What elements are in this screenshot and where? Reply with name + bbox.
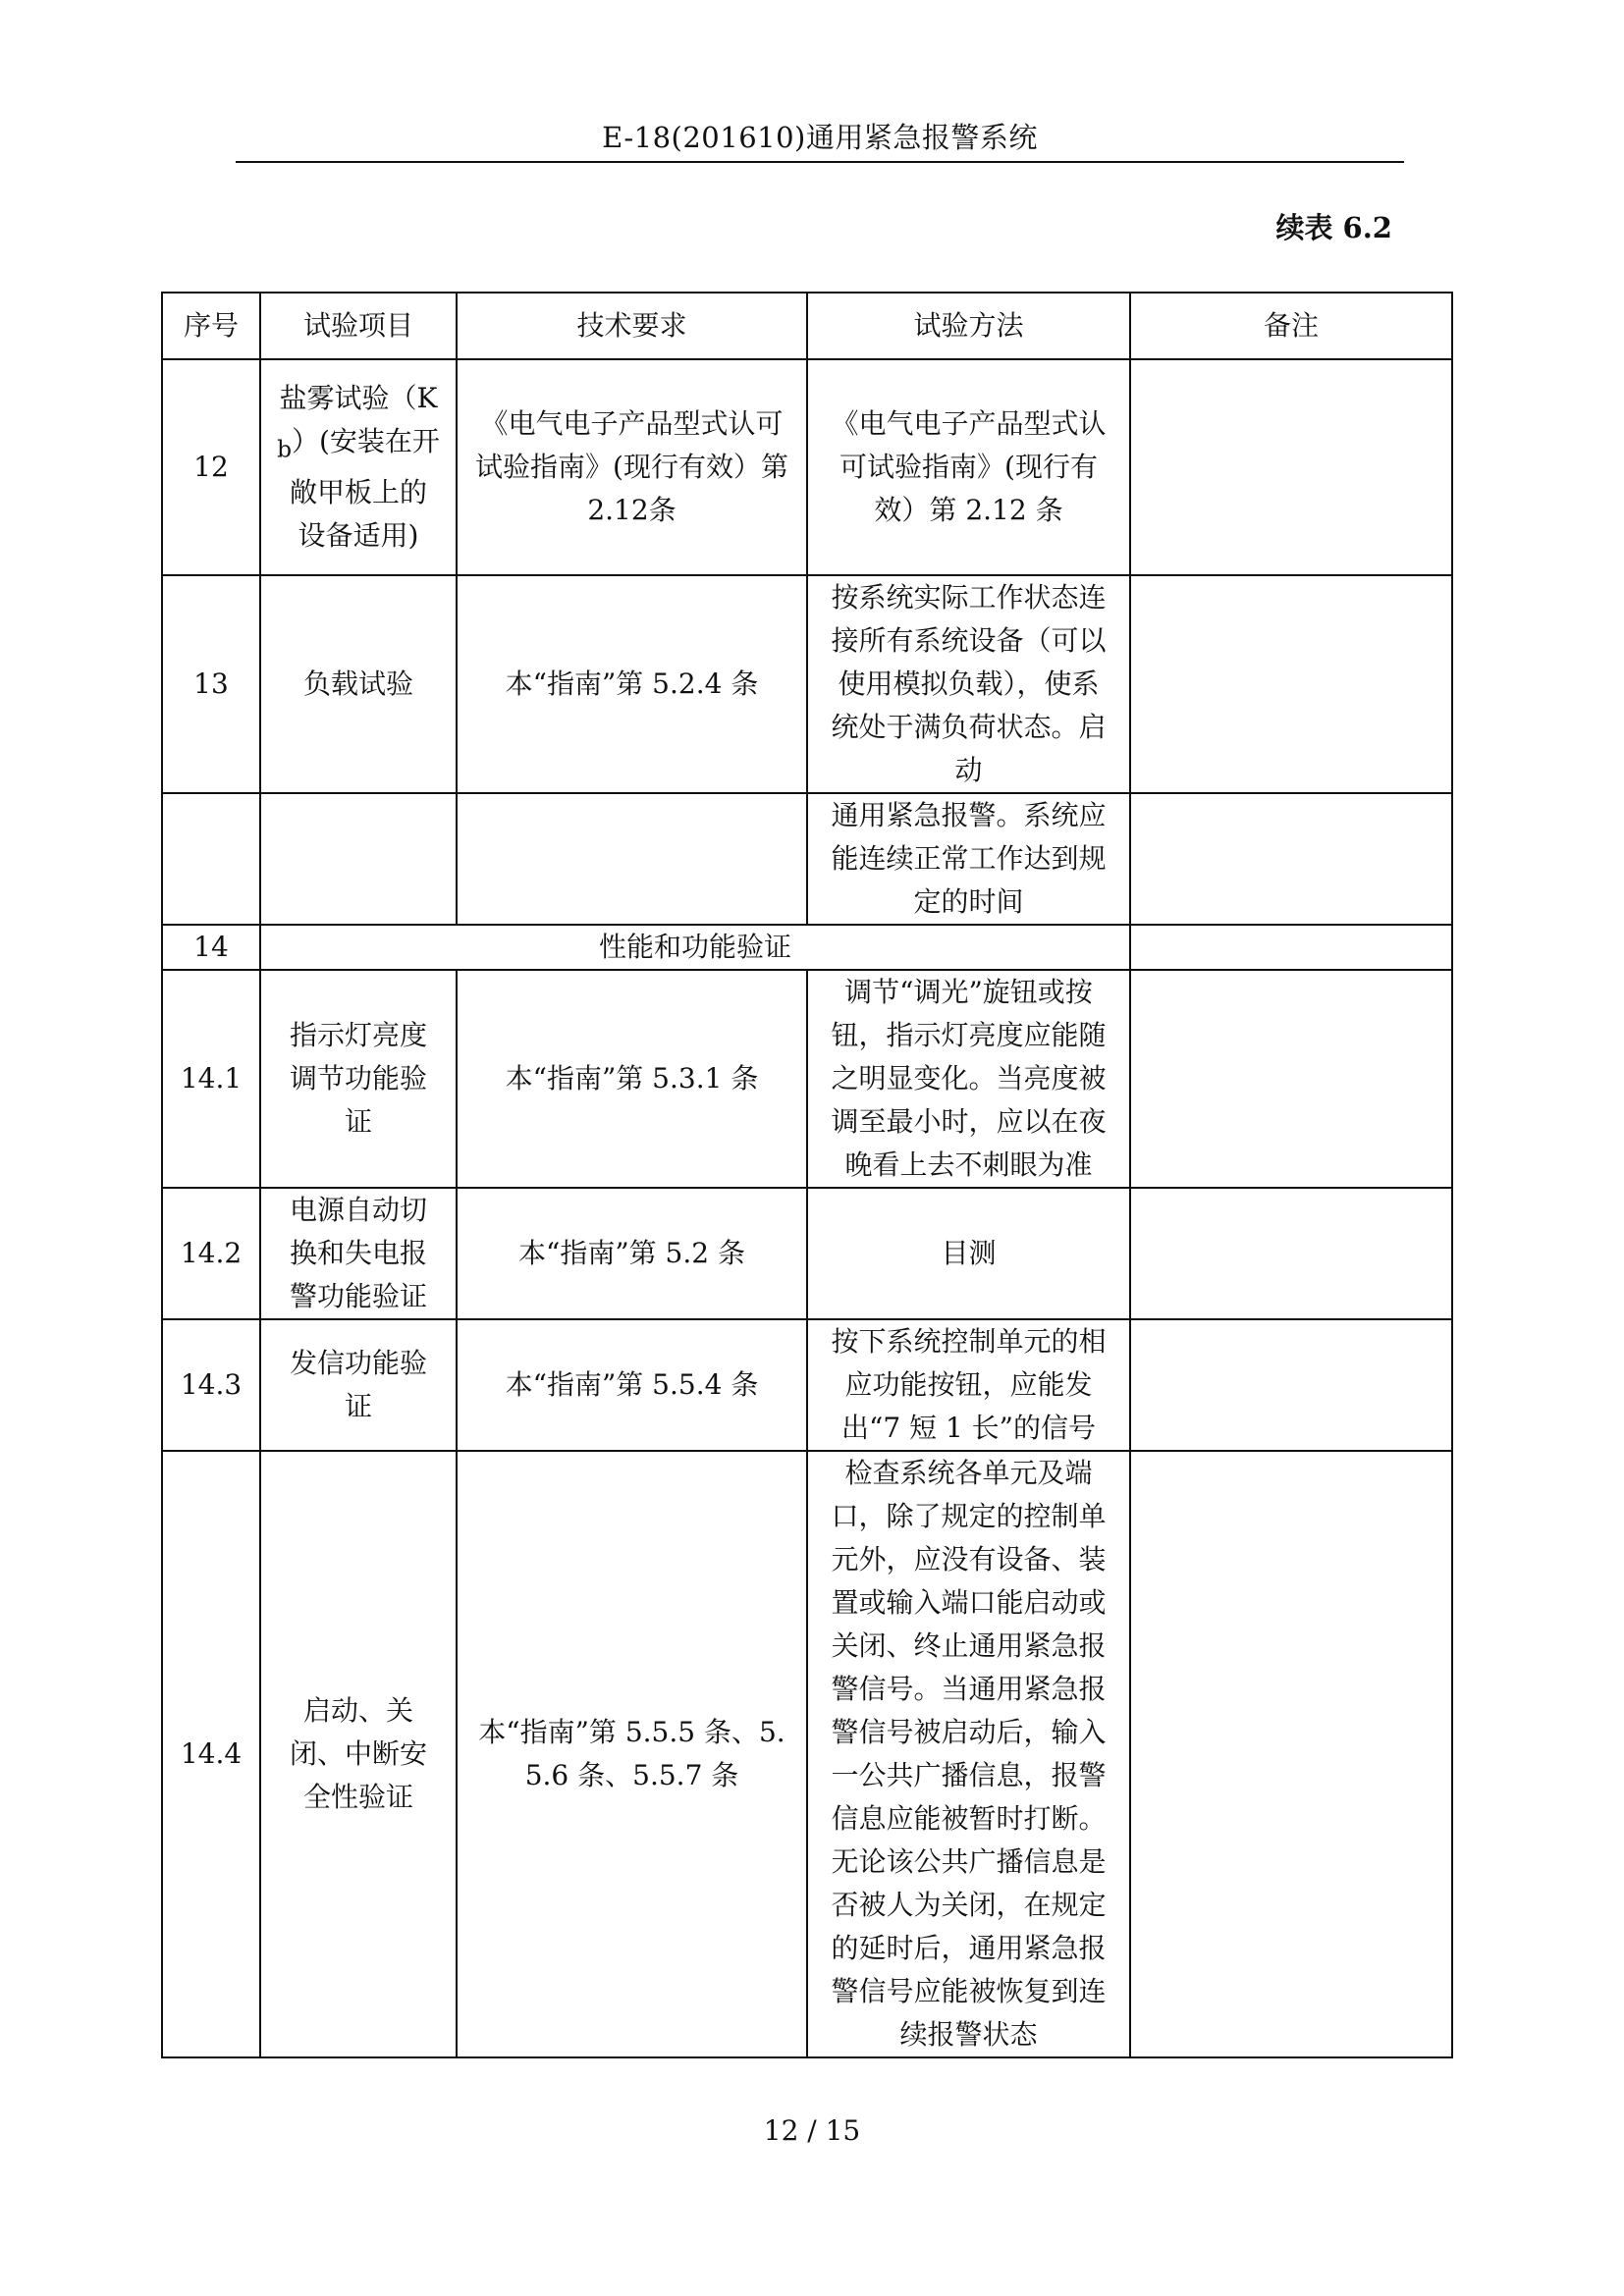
test-items-table [161,292,1453,2058]
cell-note [1130,1319,1452,1451]
cell-no: 14.3 [162,1319,260,1451]
cell-method: 调节“调光”旋钮或按钮，指示灯亮度应能随之明显变化。当亮度被调至最小时，应以在夜晚看上去不刺眼为准 [807,970,1130,1188]
cell-item-text: （K [389,382,438,415]
cell-item-subscript: b [277,435,292,463]
cell-item: 启动、关闭、中断安全性验证 [260,1451,457,2057]
cell-item-text: 盐雾试验 [279,382,390,415]
cell-no: 13 [162,575,260,793]
cell-method: 通用紧急报警。系统应能连续正常工作达到规定的时间 [807,793,1130,925]
cell-item: 发信功能验证 [260,1319,457,1451]
table-row [162,1451,1452,2057]
cell-no: 14.4 [162,1451,260,2057]
cell-note [1130,925,1452,970]
column-header-note: 备注 [1130,293,1452,359]
table-row [162,793,1452,925]
cell-no: 14 [162,925,260,970]
cell-requirement: 本“指南”第 5.2.4 条 [457,575,807,793]
cell-no: 14.2 [162,1188,260,1319]
page-number: 12 / 15 [763,2114,861,2147]
cell-method: 目测 [807,1188,1130,1319]
table-row-section [162,925,1452,970]
section-title: 性能和功能验证 [260,925,1130,970]
column-header-no: 序号 [162,293,260,359]
cell-method: 检查系统各单元及端口，除了规定的控制单元外，应没有设备、装置或输入端口能启动或关闭、终止通用紧急报警信号。当通用紧急报警信号被启动后，输入一公共广播信息，报警信息应能被暂时打断。无论该公共广播信息是否被人为关闭，在规定的延时后，通用紧急报警信号应能被恢复到连续报警状态 [807,1451,1130,2057]
table-row [162,359,1452,575]
cell-requirement: 《电气电子产品型式认可试验指南》(现行有效）第2.12条 [457,359,807,575]
cell-item-text: ）(安装在开敞甲板上的设备适用) [289,425,440,552]
cell-method: 按系统实际工作状态连接所有系统设备（可以使用模拟负载），使系统处于满负荷状态。启动 [807,575,1130,793]
table-row [162,1319,1452,1451]
cell-item: 指示灯亮度调节功能验证 [260,970,457,1188]
cell-item: 负载试验 [260,575,457,793]
table-header-row [162,293,1452,359]
cell-method: 按下系统控制单元的相应功能按钮，应能发出“7 短 1 长”的信号 [807,1319,1130,1451]
table-row [162,970,1452,1188]
cell-note [1130,1451,1452,2057]
cell-requirement: 本“指南”第 5.5.4 条 [457,1319,807,1451]
table-row [162,1188,1452,1319]
header-rule [236,161,1404,163]
cell-item [260,359,457,575]
column-header-method: 试验方法 [807,293,1130,359]
table-row [162,575,1452,793]
cell-no: 14.1 [162,970,260,1188]
cell-item: 电源自动切换和失电报警功能验证 [260,1188,457,1319]
cell-note [1130,793,1452,925]
cell-no: 12 [162,359,260,575]
cell-method: 《电气电子产品型式认可试验指南》(现行有效）第 2.12 条 [807,359,1130,575]
cell-note [1130,1188,1452,1319]
cell-note [1130,575,1452,793]
cell-item [260,793,457,925]
cell-requirement [457,793,807,925]
document-header-title: E-18(201610)通用紧急报警系统 [602,121,1038,154]
cell-no [162,793,260,925]
cell-requirement: 本“指南”第 5.5.5 条、5.5.6 条、5.5.7 条 [457,1451,807,2057]
column-header-item: 试验项目 [260,293,457,359]
cell-requirement: 本“指南”第 5.2 条 [457,1188,807,1319]
column-header-requirement: 技术要求 [457,293,807,359]
table-caption: 续表 6.2 [1275,211,1392,244]
cell-note [1130,359,1452,575]
cell-note [1130,970,1452,1188]
cell-requirement: 本“指南”第 5.3.1 条 [457,970,807,1188]
